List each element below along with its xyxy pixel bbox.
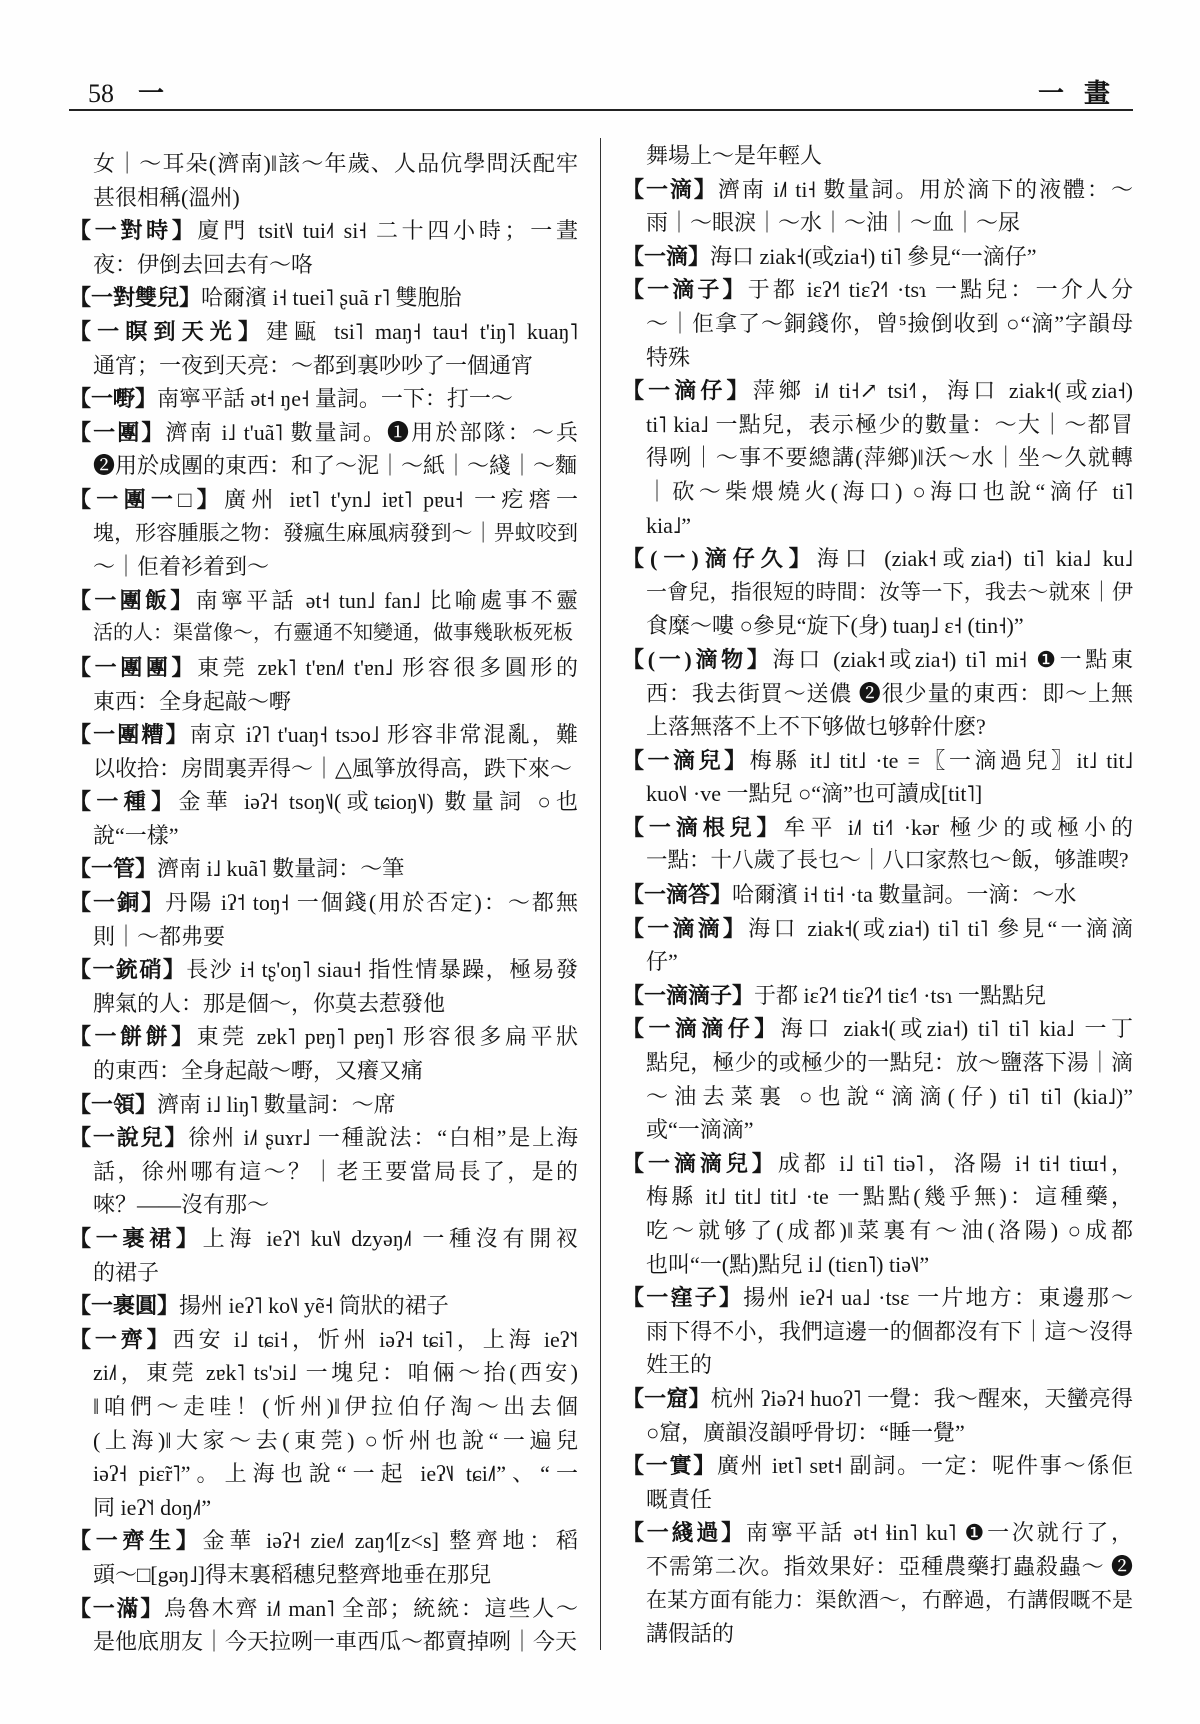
entry-text: 濟南 i˩ liŋ˥ 數量詞：～席 [157, 1091, 396, 1117]
page-section-mark: 一 [138, 79, 165, 108]
entry-line [69, 214, 578, 248]
entry-line [622, 1584, 1133, 1618]
entry-line [69, 1592, 578, 1626]
entry-line [69, 987, 578, 1021]
entry-line [622, 374, 1133, 408]
entry-headword: 【一銅】 [69, 890, 166, 916]
entry-text: 的東西：全身起敲～嘢，又癢又痛 [93, 1058, 424, 1084]
entry-text: 梅縣 it˩ tit˩ tit˩ ·te 一點點(幾乎無)：這種藥， [646, 1184, 1133, 1210]
entry-line [622, 1147, 1133, 1181]
entry-line [622, 643, 1133, 677]
entry-text: 也叫“一(點)點兒 i˩ (tiɛn˥) tiə˥˩” [646, 1251, 930, 1277]
entry-text: 南寧平話 ət˧ ŋe˧ 量詞。一下：打一～ [157, 386, 513, 412]
entry-text: 濟南 i˩ t'uã˥ 數量詞。❶用於部隊：～兵 [165, 419, 578, 445]
entry-text: 西：我去街買～送儂 ❷很少量的東西：即～上無 [646, 680, 1133, 706]
entry-line [69, 819, 578, 853]
entry-headword: 【一滴滴仔】 [622, 1016, 781, 1042]
entry-line [69, 349, 578, 383]
entry-line [622, 1012, 1133, 1046]
entry-text: ❷用於成團的東西：和了～泥｜～紙｜～綫｜～麵 [93, 453, 578, 479]
entry-headword: 【一實】 [622, 1453, 718, 1479]
entry-text: 在某方面有能力：渠飲酒～，冇醉過，冇講假嘅不是 [646, 1587, 1133, 1612]
entry-text: kia˩” [646, 512, 692, 538]
entry-line [69, 517, 578, 551]
entry-text: 杭州 ʔiəʔ˧ huoʔ˥ 一覺：我～醒來，天蠻亮得 [710, 1385, 1133, 1411]
entry-text: 東莞 zɐk˥ t'ɐn˩˥ t'ɐn˩ 形容很多圓形的 [197, 654, 578, 680]
dictionary-entry [622, 1147, 1133, 1281]
entry-line [622, 1080, 1133, 1114]
entry-line [69, 1054, 578, 1088]
entry-text: iəʔ˧ piɛ̃r˥”。上海也說“一起 ieʔ˥˩ tɕi˩˥”、“一 [93, 1461, 578, 1487]
entry-line [622, 979, 1133, 1013]
entry-headword: 【一瞑到天光】 [69, 318, 267, 344]
entry-line [69, 248, 578, 282]
entry-headword: 【一滿】 [69, 1595, 165, 1621]
entry-text: (上海)‖大家～去(東莞) ○忻州也說“一遍兒 [93, 1427, 578, 1453]
entry-line [69, 483, 578, 517]
entry-headword: 【一裹裙】 [69, 1226, 203, 1251]
dictionary-entry [69, 1222, 578, 1289]
entry-text: 西安 i˩ tɕi˧，忻州 iəʔ˧ tɕi˥，上海 ieʔ˥˦ [172, 1326, 578, 1352]
entry-text: 甚很相稱(溫州) [93, 184, 240, 210]
entry-text: 徐州 i˩˦ ʂuɤr˩ 一種說法：“白相”是上海 [188, 1125, 578, 1151]
dictionary-entry [69, 651, 578, 718]
dictionary-entry [69, 953, 578, 1020]
entry-line [69, 617, 578, 651]
entry-line [69, 685, 578, 719]
page-number: 58 [88, 79, 114, 108]
entry-text: 烏魯木齊 i˩˥ man˥ 全部；統統：這些人～ [164, 1595, 578, 1621]
entry-text: 廣州 iɐt˥ sɐt˧ 副詞。一定：呢件事～係佢 [717, 1453, 1133, 1479]
entry-text: 東西：全身起敲～嘢 [93, 688, 292, 714]
entry-line [622, 1416, 1133, 1450]
entry-headword: 【一說兒】 [69, 1125, 189, 1151]
entry-text: 于都 iɛʔ˧˥ tiɛʔ˧˥ ·tsɿ 一點兒：一介人分 [747, 277, 1133, 303]
entry-text: 建甌 tsi˥ maŋ˧ tau˧ t'iŋ˥ kuaŋ˥ [266, 318, 578, 344]
entry-line [622, 677, 1133, 711]
dictionary-entry [69, 1323, 578, 1525]
entry-headword: 【一滴子】 [622, 277, 748, 303]
entry-headword: 【一團飯】 [69, 587, 196, 613]
dictionary-entry [622, 1516, 1133, 1650]
entry-line [69, 1524, 578, 1558]
entry-headword: 【一餅餅】 [69, 1024, 197, 1050]
entry-line [69, 651, 578, 685]
entry-text: 丹陽 iʔ˦ toŋ˧ 一個錢(用於否定)：～都無 [165, 890, 578, 916]
entry-line [69, 382, 578, 416]
entry-line [622, 710, 1133, 744]
dictionary-entry [69, 214, 578, 281]
entry-line [622, 844, 1133, 878]
dictionary-entry [622, 1012, 1133, 1146]
entry-text: 金華 iəʔ˧ tsoŋ˥˩(或tɕioŋ˥˩) 數量詞 ○也 [178, 789, 578, 815]
entry-line [622, 1180, 1133, 1214]
entry-line [69, 852, 578, 886]
dictionary-entry [69, 147, 578, 214]
entry-line [622, 509, 1133, 543]
entry-line [622, 542, 1133, 576]
entry-line [622, 1281, 1133, 1315]
dictionary-entry [69, 416, 578, 483]
dictionary-entry [622, 912, 1133, 979]
dictionary-entry [69, 1524, 578, 1591]
entry-text: zi˩˦，東莞 zɐk˥ ts'ɔi˩ 一塊兒：咱倆～抬(西安) [93, 1360, 578, 1386]
entry-text: 一點：十八歲了長乜～｜八口家熬乜～飯，够誰喫? [646, 848, 1129, 873]
dictionary-entry [69, 1592, 578, 1659]
running-title-char: 畫 [1084, 79, 1111, 108]
entry-headword: 【一滴滴】 [622, 915, 749, 941]
entry-text: 脾氣的人：那是個～，你莫去惹發他 [93, 990, 446, 1016]
entry-line [69, 147, 578, 181]
entry-text: 姓王的 [646, 1352, 713, 1378]
entry-text: 頭～□[gəŋ˩]得末裏稻穗兒整齊地垂在那兒 [93, 1561, 492, 1587]
entry-line [69, 1020, 578, 1054]
entry-text: ～油去菜裏 ○也說“滴滴(仔) ti˥ ti˥ (kia˩)” [646, 1083, 1133, 1109]
entry-line [622, 811, 1133, 845]
entry-line [622, 945, 1133, 979]
entry-text: 海口 ziak˧(或zia˧) ti˥ ti˥ kia˩ 一丁 [780, 1016, 1133, 1042]
entry-headword: 【一銃硝】 [69, 957, 187, 983]
entry-headword: 【一窪子】 [622, 1285, 744, 1311]
entry-line [69, 1188, 578, 1222]
left-column [69, 147, 578, 1659]
dictionary-entry [69, 382, 578, 416]
entry-line [69, 785, 578, 819]
dictionary-entry [622, 1281, 1133, 1382]
entry-line [622, 408, 1133, 442]
dictionary-entry [69, 281, 578, 315]
entry-line [622, 240, 1133, 274]
entry-line [622, 1214, 1133, 1248]
entry-line [69, 1390, 578, 1424]
entry-text: 吃～就够了(成都)‖菜裏有～油(洛陽) ○成都 [646, 1218, 1133, 1243]
entry-text: 濟南 i˩˥ ti˧ 數量詞。用於滴下的液體：～ [717, 176, 1133, 202]
entry-text: 哈爾濱 i˧ tuei˥ ʂuã r˥ 雙胞胎 [201, 285, 462, 311]
entry-text: 梅縣 it˩ tit˩ ·te =〖一滴過兒〗it˩ tit˩ [749, 747, 1133, 773]
entry-text: 舞場上～是年輕人 [646, 143, 823, 168]
dictionary-entry [69, 483, 578, 584]
entry-text: 上海 ieʔ˥˦ ku˥˩ dzyəŋ˩˦ 一種沒有開衩 [202, 1226, 578, 1251]
entry-line [622, 878, 1133, 912]
entry-headword: 【一對時】 [69, 218, 198, 244]
entry-headword: 【一管】 [69, 856, 158, 882]
entry-line [69, 1289, 578, 1323]
entry-headword: 【(一)滴仔久】 [622, 546, 817, 572]
entry-line [622, 273, 1133, 307]
entry-headword: 【一滴仔】 [622, 378, 753, 404]
entry-text: ti˥ kia˩ 一點兒，表示極少的數量：～大｜～都冒 [646, 411, 1133, 437]
entry-line [622, 1113, 1133, 1147]
entry-text: 海口 ziak˧(或zia˧) ti˥ 參見“一滴仔” [710, 243, 1037, 269]
entry-line [69, 281, 578, 315]
entry-text: 食糜～嘍 ○參見“旋下(身) tuaŋ˩ ɛ˧ (tin˧)” [646, 613, 1024, 639]
entry-line [69, 1088, 578, 1122]
entry-text: 講假話的 [646, 1621, 735, 1647]
entry-text: 通宵；一夜到天亮：～都到裏吵吵了一個通宵 [93, 352, 534, 378]
dictionary-entry [622, 979, 1133, 1013]
dictionary-entry [69, 852, 578, 886]
dictionary-entry [69, 1088, 578, 1122]
entry-text: 仔” [646, 949, 678, 975]
entry-text: 海口 (ziak˧或zia˧) ti˥ mi˧ ❶一點東 [772, 646, 1133, 672]
entry-text: 則｜～都弗要 [93, 923, 226, 949]
entry-line [622, 206, 1133, 240]
entry-line [69, 718, 578, 752]
entry-line [622, 912, 1133, 946]
entry-text: 南寧平話 ət˧ ɬin˥ ku˥ ❶一次就行了， [745, 1520, 1133, 1546]
running-title-char: 一 [1038, 79, 1065, 108]
entry-line [622, 777, 1133, 811]
entry-text: 海口 (ziak˧或zia˧) ti˥ kia˩ ku˩ [816, 546, 1133, 572]
entry-headword: 【一滴】 [622, 176, 718, 202]
entry-text: 夜：伊倒去回去有～咯 [93, 251, 314, 277]
entry-headword: 【(一)滴物】 [622, 646, 773, 672]
dictionary-entry [69, 1121, 578, 1222]
entry-text: 點兒，極少的或極少的一點兒：放～鹽落下湯｜滴 [646, 1050, 1133, 1076]
entry-text: 濟南 i˩ kuã˥ 數量詞：～筆 [157, 856, 405, 882]
entry-line [69, 449, 578, 483]
entry-headword: 【一種】 [69, 789, 179, 815]
entry-text: 女｜～耳朵(濟南)‖該～年歲、人品伉學問沃配牢 [93, 151, 578, 176]
entry-text: ～｜佢拿了～銅錢你，曾⁵撿倒收到 ○“滴”字韻母 [646, 310, 1133, 336]
dictionary-entry [622, 273, 1133, 374]
entry-line [69, 550, 578, 584]
entry-text: 長沙 i˧ tʂ'oŋ˥ siau˧ 指性情暴躁，極易發 [186, 957, 578, 983]
entry-line [69, 416, 578, 450]
entry-line [622, 441, 1133, 475]
entry-text: ‖咱們～走哇！(忻州)‖伊拉伯仔淘～出去個 [93, 1393, 578, 1419]
entry-headword: 【一滴】 [622, 243, 711, 269]
entry-text: 哈爾濱 i˧ ti˧ ·ta 數量詞。一滴：～水 [732, 882, 1077, 908]
entry-text: 揚州 ieʔ˥ ko˥˩ yẽ˧ 筒狀的裙子 [179, 1293, 449, 1319]
entry-headword: 【一領】 [69, 1091, 158, 1117]
entry-line [69, 1424, 578, 1458]
entry-headword: 【一滴答】 [622, 882, 733, 908]
dictionary-entry [69, 1020, 578, 1087]
entry-text: 以收拾：房間裏弄得～｜△風箏放得高，跌下來～ [93, 755, 572, 781]
entry-line [69, 584, 578, 618]
entry-text: 成都 i˩ ti˥ tiə˥，洛陽 i˧ ti˧ tiɯ˧， [777, 1150, 1133, 1176]
entry-text: ○窟，廣韻沒韻呼骨切：“睡一覺” [646, 1419, 965, 1445]
entry-text: 塊，形容腫脹之物：發瘋生麻風病發到～｜畀蚊咬到 [93, 520, 578, 545]
entry-headword: 【一團一□】 [69, 486, 225, 512]
entry-line [622, 1617, 1133, 1651]
dictionary-entry [622, 240, 1133, 274]
entry-line [622, 1315, 1133, 1349]
entry-headword: 【一團】 [69, 419, 166, 445]
entry-line [622, 1348, 1133, 1382]
entry-headword: 【一綫過】 [622, 1520, 746, 1546]
entry-line [622, 307, 1133, 341]
entry-text: 廈門 tsit˥˩ tui˨˦ si˧ 二十四小時；一晝 [197, 218, 578, 244]
dictionary-entry [69, 886, 578, 953]
entry-text: kuo˥˩ ·ve 一點兒 ○“滴”也可讀成[tit˥] [646, 781, 983, 807]
entry-headword: 【一滴兒】 [622, 747, 750, 773]
right-column [622, 139, 1133, 1651]
entry-line [69, 1256, 578, 1290]
entry-headword: 【一滴根兒】 [622, 814, 784, 840]
entry-text: ～｜佢着衫着到～ [93, 554, 270, 580]
entry-line [69, 315, 578, 349]
entry-line [69, 953, 578, 987]
entry-text: ｜砍～柴煨燒火(海口) ○海口也說“滴仔 ti˥ [646, 478, 1133, 504]
entry-line [622, 1248, 1133, 1282]
entry-text: 特殊 [646, 344, 691, 370]
entry-text: 于都 iɛʔ˧˥ tiɛʔ˧˥ tiɛ˧˥ ·tsɿ 一點點兒 [754, 982, 1046, 1008]
entry-line [622, 475, 1133, 509]
entry-text: 東莞 zɐk˥ pɐŋ˥ pɐŋ˥ 形容很多扁平狀 [196, 1024, 578, 1050]
dictionary-entry [69, 785, 578, 852]
entry-line [622, 1483, 1133, 1517]
entry-text: 或“一滴滴” [646, 1117, 754, 1143]
entry-line [622, 609, 1133, 643]
entry-line [69, 1356, 578, 1390]
entry-text: 廣州 iɐt˥ t'yn˩ iɐt˥ pɐu˧ 一疙瘩一 [224, 486, 578, 512]
entry-text: 上落無落不上不下够做乜够幹什麽? [646, 714, 986, 740]
dictionary-entry [622, 173, 1133, 240]
entry-line [622, 576, 1133, 610]
dictionary-entry [622, 878, 1133, 912]
entry-line [69, 752, 578, 786]
dictionary-entry [622, 811, 1133, 878]
entry-line [69, 1457, 578, 1491]
entry-text: 海口 ziak˧(或zia˧) ti˥ ti˥ 參見“一滴滴 [748, 915, 1133, 941]
header-rule [69, 109, 1133, 111]
dictionary-entry [622, 542, 1133, 643]
entry-text: 一會兒，指很短的時間：汝等一下，我去～就來｜伊 [646, 579, 1133, 604]
entry-headword: 【一對雙兒】 [69, 285, 202, 311]
dictionary-entry [622, 643, 1133, 744]
entry-text: 雨｜～眼淚｜～水｜～油｜～血｜～尿 [646, 210, 1021, 236]
entry-line [622, 1449, 1133, 1483]
entry-line [69, 1491, 578, 1525]
entry-text: 南京 iʔ˥ t'uaŋ˧ tsɔo˩ 形容非常混亂，難 [189, 722, 578, 748]
entry-text: 同 ieʔ˥˦ doŋ˩˦” [93, 1494, 212, 1520]
entry-headword: 【一窟】 [622, 1385, 711, 1411]
entry-line [69, 920, 578, 954]
entry-text: 萍鄉 i˩˥ ti˧↗ tsi˧˥，海口 ziak˧(或zia˧) [752, 378, 1133, 404]
entry-headword: 【一裹圓】 [69, 1293, 180, 1319]
entry-line [622, 1550, 1133, 1584]
entry-headword: 【一嘢】 [69, 386, 158, 412]
entry-line [622, 139, 1133, 173]
entry-line [622, 173, 1133, 207]
entry-headword: 【一齊生】 [69, 1528, 203, 1554]
dictionary-entry [622, 744, 1133, 811]
entry-line [69, 1625, 578, 1659]
entry-headword: 【一齊】 [69, 1326, 173, 1352]
entry-line [622, 341, 1133, 375]
dictionary-entry [622, 374, 1133, 542]
entry-line [69, 1222, 578, 1256]
entry-text: 的裙子 [93, 1259, 160, 1285]
entry-headword: 【一團團】 [69, 654, 198, 680]
entry-text: 話，徐州哪有這～？｜老王要當局長了，是的 [93, 1158, 578, 1184]
dictionary-entry [69, 584, 578, 651]
entry-headword: 【一滴滴兒】 [622, 1150, 778, 1176]
entry-line [69, 886, 578, 920]
entry-text: 得咧｜～事不要總講(萍鄉)‖沃～水｜坐～久就轉 [646, 445, 1133, 471]
entry-text: 唻？——沒有那～ [93, 1192, 270, 1218]
entry-line [69, 1323, 578, 1357]
entry-line [622, 744, 1133, 778]
entry-headword: 【一團糟】 [69, 722, 190, 748]
entry-text: 嘅責任 [646, 1486, 713, 1512]
entry-line [622, 1516, 1133, 1550]
dictionary-entry [69, 718, 578, 785]
entry-text: 金華 iəʔ˧ zie˩˥ zaŋ˧˥[z<s] 整齊地：稻 [202, 1528, 578, 1554]
dictionary-entry [69, 315, 578, 382]
entry-line [69, 1121, 578, 1155]
entry-text: 南寧平話 ət˧ tun˩ fan˩ 比喻處事不靈 [195, 587, 578, 613]
entry-text: 雨下得不小，我們這邊一的個都沒有下｜這～沒得 [646, 1318, 1133, 1344]
entry-line [69, 1558, 578, 1592]
entry-text: 不需第二次。指效果好：亞種農藥打蟲殺蟲～ ❷ [646, 1553, 1133, 1579]
entry-line [622, 1382, 1133, 1416]
entry-line [69, 1155, 578, 1189]
entry-text: 揚州 ieʔ˧ ua˩ ·tsɛ 一片地方：東邊那～ [743, 1285, 1133, 1311]
dictionary-entry [622, 139, 1133, 173]
entry-headword: 【一滴滴子】 [622, 982, 755, 1008]
dictionary-entry [69, 1289, 578, 1323]
entry-line [622, 1046, 1133, 1080]
entry-text: 牟平 i˩˥ ti˧˥ ·kər 極少的或極小的 [783, 814, 1133, 840]
dictionary-entry [622, 1449, 1133, 1516]
entry-text: 活的人：渠當像～，冇靈通不知變通，做事幾耿板死板 [93, 622, 573, 645]
column-divider [600, 138, 601, 1650]
entry-text: 說“一樣” [93, 822, 179, 848]
entry-text: 是他底朋友｜今天拉咧一車西瓜～都賣掉咧｜今天 [93, 1629, 578, 1655]
dictionary-entry [622, 1382, 1133, 1449]
entry-line [69, 181, 578, 215]
